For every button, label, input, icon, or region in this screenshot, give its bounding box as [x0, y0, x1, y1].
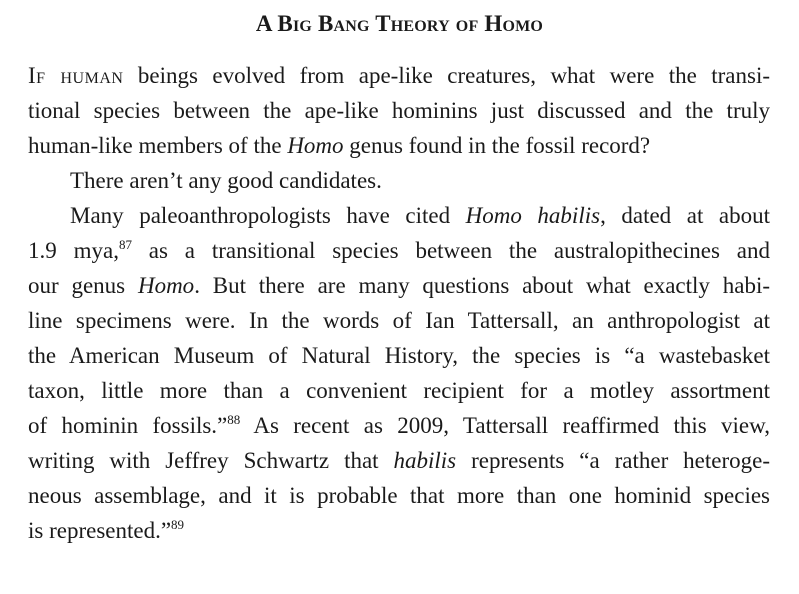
- footnote-marker: 89: [171, 517, 185, 532]
- line-text: taxon, little more than a convenient recipient for a motley assortment: [28, 378, 770, 403]
- line-text: There aren’t any good candidates.: [70, 168, 382, 193]
- line-text: beings evolved from ape-like creatures, what were the transi-: [123, 63, 771, 88]
- line-text: our genus: [28, 273, 138, 298]
- italic-term: Homo: [287, 133, 344, 158]
- paragraph-3-line-4: [28, 303, 770, 338]
- line-text: the American Museum of Natural History, the species is “a wastebasket: [28, 343, 770, 368]
- section-heading: A Big Bang Theory of Homo: [255, 11, 544, 36]
- line-text: . But there are many questions about what exactly habi-: [194, 273, 770, 298]
- line-text: writing with Jeffrey Schwartz that: [28, 448, 394, 473]
- footnote-marker: 88: [227, 412, 241, 427]
- paragraph-3-line-2: [28, 233, 770, 268]
- line-text: , dated at about: [600, 203, 770, 228]
- paragraph-3-line-9: [28, 478, 770, 513]
- line-text: Many paleoanthropologists have cited: [70, 203, 466, 228]
- line-text: genus found in the fossil record?: [343, 133, 651, 158]
- paragraph-3-line-7: [28, 408, 770, 443]
- italic-term: habilis: [393, 448, 457, 473]
- line-text: represents “a rather heteroge-: [456, 448, 770, 473]
- paragraph-3-line-1: [28, 198, 770, 233]
- line-text: of hominin fossils.”: [28, 413, 228, 438]
- paragraph-3-line-8: [28, 443, 770, 478]
- paragraph-1-line-2: [28, 93, 770, 128]
- body-text: [28, 58, 770, 548]
- line-text: 1.9 mya,: [28, 238, 119, 263]
- footnote-marker: 87: [118, 237, 132, 252]
- paragraph-3-line-6: [28, 373, 770, 408]
- paragraph-3-line-3: [28, 268, 770, 303]
- paragraph-1-line-1: [28, 58, 770, 93]
- paragraph-3-line-10: [28, 513, 770, 548]
- line-text: tional species between the ape-like hominins just discussed and the truly: [28, 98, 770, 123]
- paragraph-3-line-5: [28, 338, 770, 373]
- paragraph-1-line-3: [28, 128, 770, 163]
- italic-term: Homo habilis: [465, 203, 601, 228]
- line-text: as a transitional species between the australopithecines and: [131, 238, 770, 263]
- line-text: is represented.”: [28, 518, 172, 543]
- line-text: neous assemblage, and it is probable that more than one hominid species: [28, 483, 770, 508]
- lead-in-small-caps: If human: [28, 63, 124, 88]
- paragraph-2-line-1: [28, 163, 770, 198]
- line-text: line specimens were. In the words of Ian Tattersall, an anthropologist at: [28, 308, 770, 333]
- line-text: human-like members of the: [28, 133, 288, 158]
- line-text: As recent as 2009, Tattersall reaffirmed this view,: [240, 413, 770, 438]
- italic-term: Homo: [137, 273, 195, 298]
